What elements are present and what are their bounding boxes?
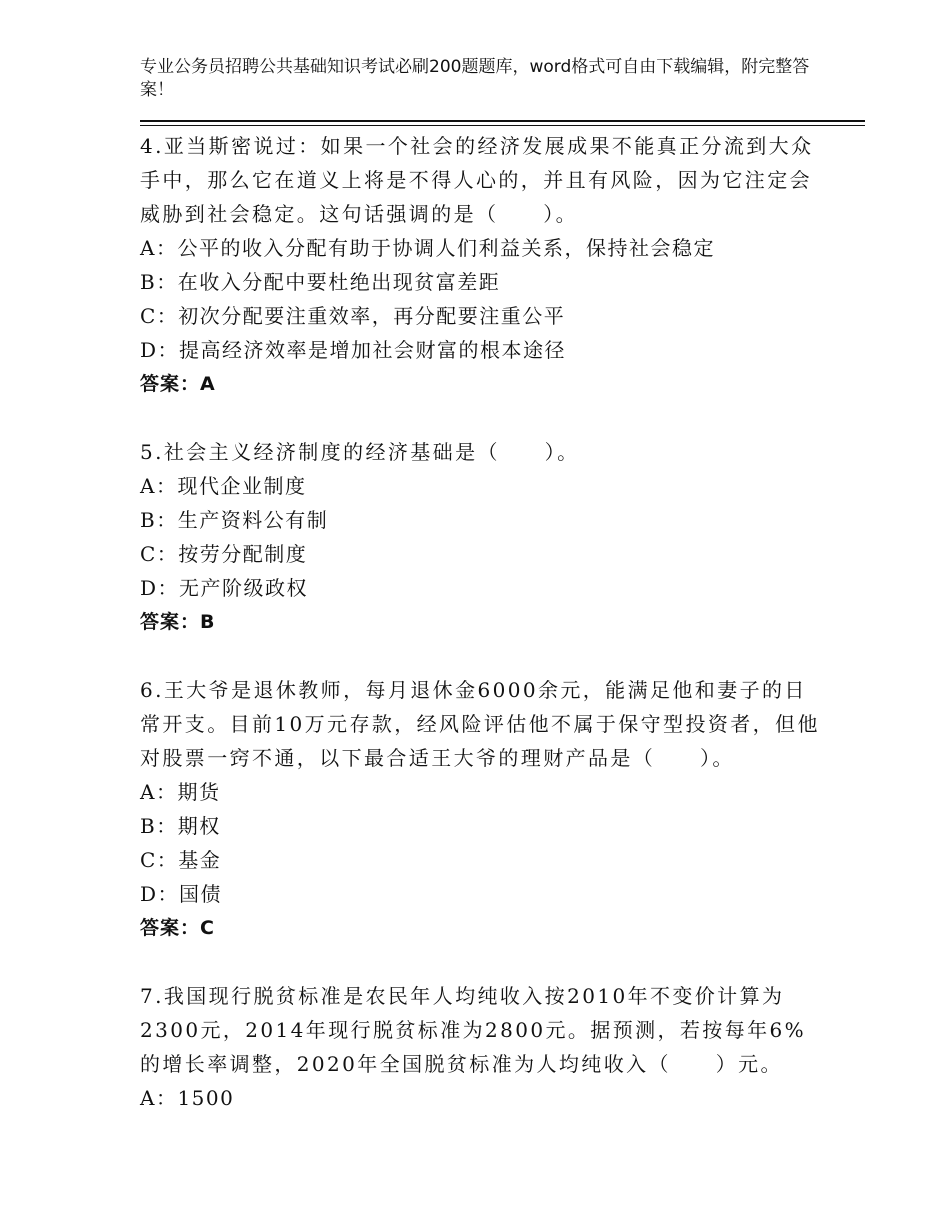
option-a: A：公平的收入分配有助于协调人们利益关系，保持社会稳定 [140,236,715,260]
question-6 [140,673,820,945]
question-stem: 5.社会主义经济制度的经济基础是（ ）。 [140,440,580,464]
question-5 [140,435,820,639]
answer: 答案：A [140,373,216,395]
option-b: B：生产资料公有制 [140,508,329,532]
option-c: C：基金 [140,848,222,872]
question-stem: 6.王大爷是退休教师，每月退休金6000余元，能满足他和妻子的日常开支。目前10万元存款，经风险评估他不属于保守型投资者，但他对股票一窍不通，以下最合适王大爷的理财产品是（ ）。 [140,678,820,770]
page-header: 专业公务员招聘公共基础知识考试必刷200题题库，word格式可自由下载编辑，附完整答案！ [140,57,810,100]
question-stem: 4.亚当斯密说过：如果一个社会的经济发展成果不能真正分流到大众手中，那么它在道义上将是不得人心的，并且有风险，因为它注定会威胁到社会稳定。这句话强调的是（ ）。 [140,134,814,226]
question-7 [140,979,820,1115]
option-d: D：国债 [140,882,223,906]
option-a: A：1500 [140,1086,235,1110]
answer: 答案：C [140,917,215,939]
header-rule-thin [140,125,865,126]
option-b: B：期权 [140,814,221,838]
header-rule-thick [140,120,865,122]
option-a: A：期货 [140,780,221,804]
option-a: A：现代企业制度 [140,474,307,498]
question-list [140,129,820,1149]
option-b: B：在收入分配中要杜绝出现贫富差距 [140,270,501,294]
question-stem: 7.我国现行脱贫标准是农民年人均纯收入按2010年不变价计算为2300元，2014年现行脱贫标准为2800元。据预测，若按每年6%的增长率调整，2020年全国脱贫标准为人均纯收入（ ）元。 [140,984,807,1076]
option-d: D：无产阶级政权 [140,576,309,600]
option-c: C：初次分配要注重效率，再分配要注重公平 [140,304,566,328]
option-d: D：提高经济效率是增加社会财富的根本途径 [140,338,567,362]
answer: 答案：B [140,611,216,633]
option-c: C：按劳分配制度 [140,542,308,566]
question-4 [140,129,820,401]
